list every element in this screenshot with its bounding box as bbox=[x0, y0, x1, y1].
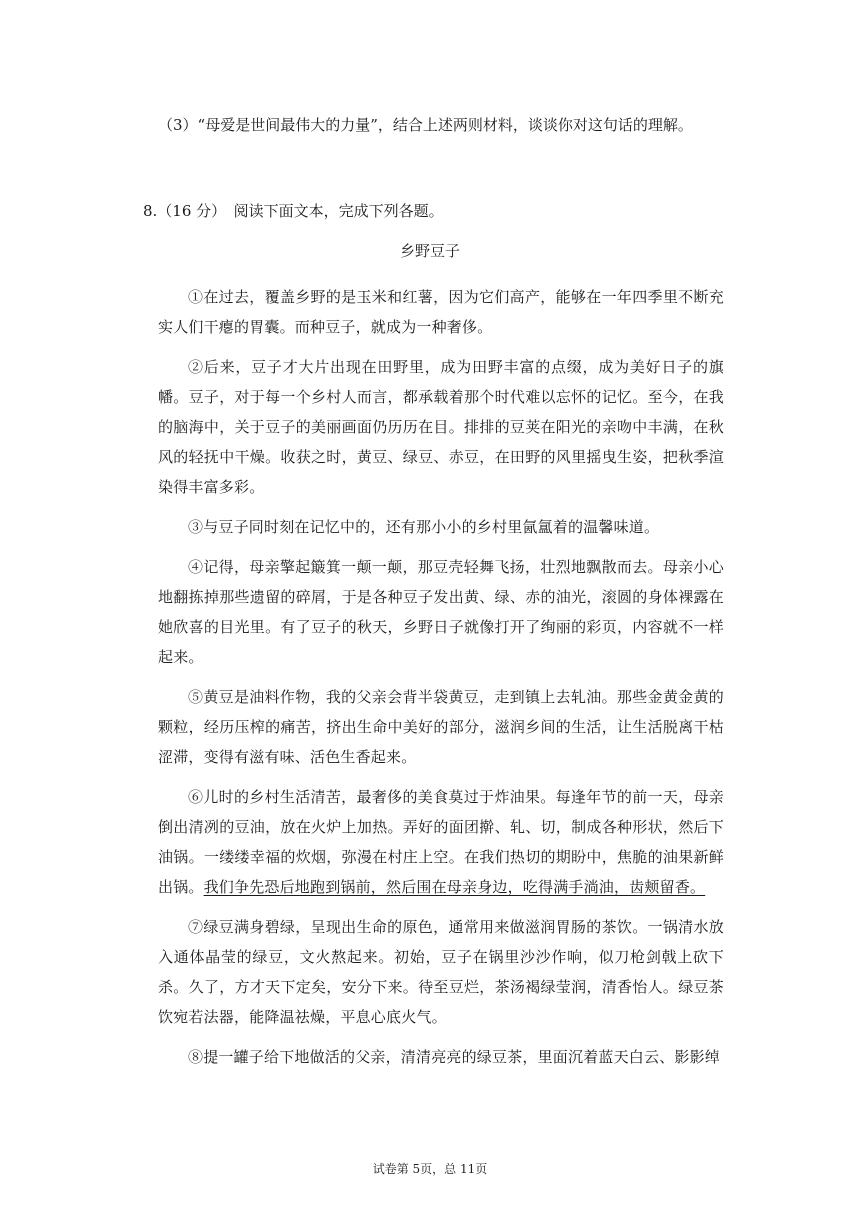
question-3-prompt: （3）“母爱是世间最伟大的力量”，结合上述两则材料，谈谈你对这句话的理解。 bbox=[158, 116, 693, 134]
paragraph-6-underlined-sentence: 我们争先恐后地跑到锅前，然后围在母亲身边，吃得满手淌油，齿颊留香。 bbox=[203, 878, 706, 896]
question-8-header: 8.（16 分） 阅读下面文本，完成下列各题。 bbox=[143, 202, 444, 220]
article-body bbox=[158, 282, 724, 1082]
paragraph-6-text: ⑥儿时的乡村生活清苦，最奢侈的美食莫过于炸油果。每逢年节的前一天，母亲倒出清冽的豆油，放在火炉上加热。弄好的面团擀、轧、切，制成各种形状，然后下油锅。一缕缕幸福的炊烟，弥漫在村庄上空。在我们热切的期盼中，焦脆的油果新鲜出锅。 bbox=[158, 788, 724, 896]
paragraph-8: ⑧提一罐子给下地做活的父亲，清清亮亮的绿豆茶，里面沉着蓝天白云、影影绰 bbox=[188, 1048, 721, 1066]
page-footer: 试卷第 5页，总 11页 bbox=[372, 1162, 488, 1176]
paragraph-3: ③与豆子同时刻在记忆中的，还有那小小的乡村里氤氲着的温馨味道。 bbox=[188, 518, 660, 536]
paragraph-7: ⑦绿豆满身碧绿，呈现出生命的原色，通常用来做滋润胃肠的茶饮。一锅清水放入通体晶莹的绿豆，文火熬起来。初始，豆子在锅里沙沙作响，似刀枪剑戟上砍下杀。久了，方才天下定矣，安分下来。待至豆烂，茶汤褐绿莹润，清香怡人。绿豆茶饮宛若法器，能降温祛燥，平息心底火气。 bbox=[158, 918, 724, 1026]
paragraph-2: ②后来，豆子才大片出现在田野里，成为田野丰富的点缀，成为美好日子的旗幡。豆子，对于每一个乡村人而言，都承载着那个时代难以忘怀的记忆。至今，在我的脑海中，关于豆子的美丽画面仍历历在目。排排的豆荚在阳光的亲吻中丰满，在秋风的轻抚中干燥。收获之时，黄豆、绿豆、赤豆，在田野的风里摇曳生姿，把秋季渲染得丰富多彩。 bbox=[158, 358, 724, 496]
paragraph-6 bbox=[158, 782, 724, 902]
paragraph-5: ⑤黄豆是油料作物，我的父亲会背半袋黄豆，走到镇上去轧油。那些金黄金黄的颗粒，经历压榨的痛苦，挤出生命中美好的部分，滋润乡间的生活，让生活脱离干枯涩滞，变得有滋有味、活色生香起来。 bbox=[158, 688, 724, 766]
article-title: 乡野豆子 bbox=[399, 242, 460, 260]
paragraph-1: ①在过去，覆盖乡野的是玉米和红薯，因为它们高产，能够在一年四季里不断充实人们干瘪的胃囊。而种豆子，就成为一种奢侈。 bbox=[158, 288, 724, 336]
paragraph-4: ④记得，母亲擎起簸箕一颠一颠，那豆壳轻舞飞扬，壮烈地飘散而去。母亲小心地翻拣掉那些遗留的碎屑，于是各种豆子发出黄、绿、赤的油光，滚圆的身体裸露在她欣喜的目光里。有了豆子的秋天，乡野日子就像打开了绚丽的彩页，内容就不一样起来。 bbox=[158, 558, 724, 666]
